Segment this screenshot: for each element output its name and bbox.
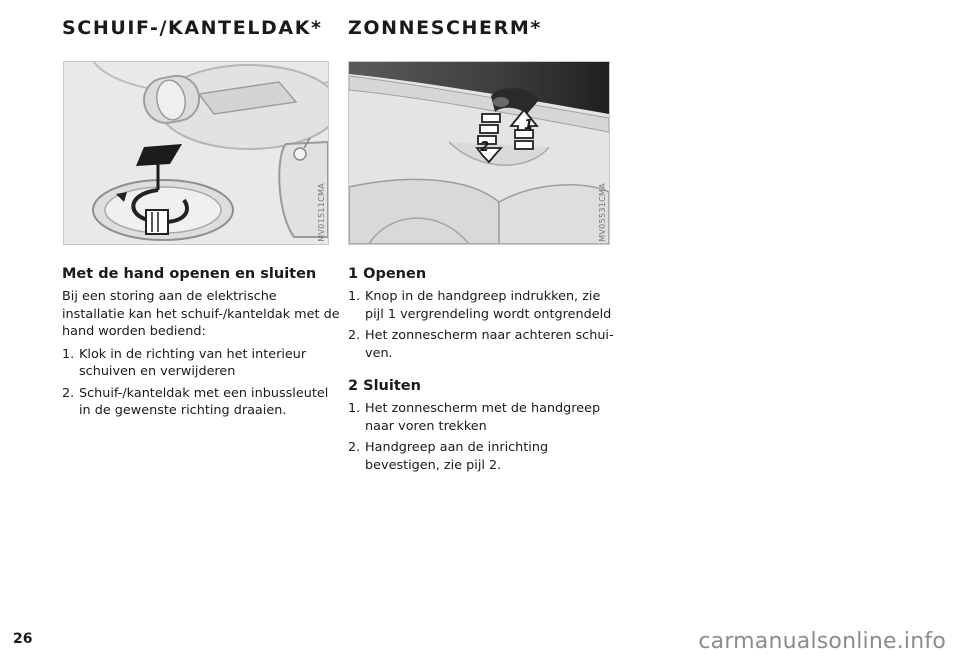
manual-steps-list <box>62 346 342 420</box>
right-column-text <box>348 266 620 478</box>
subheading-open: 1 Openen <box>348 266 427 282</box>
watermark-text: carmanualsonline.info <box>698 629 946 654</box>
sunroof-illustration <box>63 61 329 245</box>
open-steps-list <box>348 288 620 362</box>
subheading-manual: Met de hand openen en sluiten <box>62 266 317 282</box>
list-item: 2. Schuif-/kanteldak met een inbussleutel in de gewenste richting draaien. <box>62 385 329 418</box>
subheading-close: 2 Sluiten <box>348 378 421 394</box>
section-heading-sunblind: ZONNESCHERM* <box>348 17 542 39</box>
intro-paragraph: Bij een storing aan de elektrische installatie kan het schuif-/kanteldak met de hand worden bediend: <box>62 289 340 339</box>
page-number: 26 <box>13 631 33 647</box>
arrow-label-2: 2 <box>480 140 490 155</box>
figure-code: MV05531CMA <box>598 183 607 242</box>
list-item: 2. Het zonnescherm naar achteren schui-ven. <box>348 328 614 361</box>
arrow-label-1: 1 <box>524 118 534 133</box>
figure-code: MV01511CMA <box>317 183 326 242</box>
list-item: 2. Handgreep aan de inrichting bevestigen, zie pijl 2. <box>348 440 549 473</box>
left-column-text <box>62 266 342 424</box>
list-item: 1. Het zonnescherm met de handgreep naar voren trekken <box>348 401 601 434</box>
list-item: 1. Knop in de handgreep indrukken, zie pijl 1 vergrendeling wordt ontgrendeld <box>348 289 612 322</box>
sunblind-illustration <box>348 61 610 245</box>
close-steps-list <box>348 400 620 474</box>
list-item: 1. Klok in de richting van het interieur schuiven en verwijderen <box>62 346 307 379</box>
section-heading-sunroof: SCHUIF-/KANTELDAK* <box>62 17 323 39</box>
